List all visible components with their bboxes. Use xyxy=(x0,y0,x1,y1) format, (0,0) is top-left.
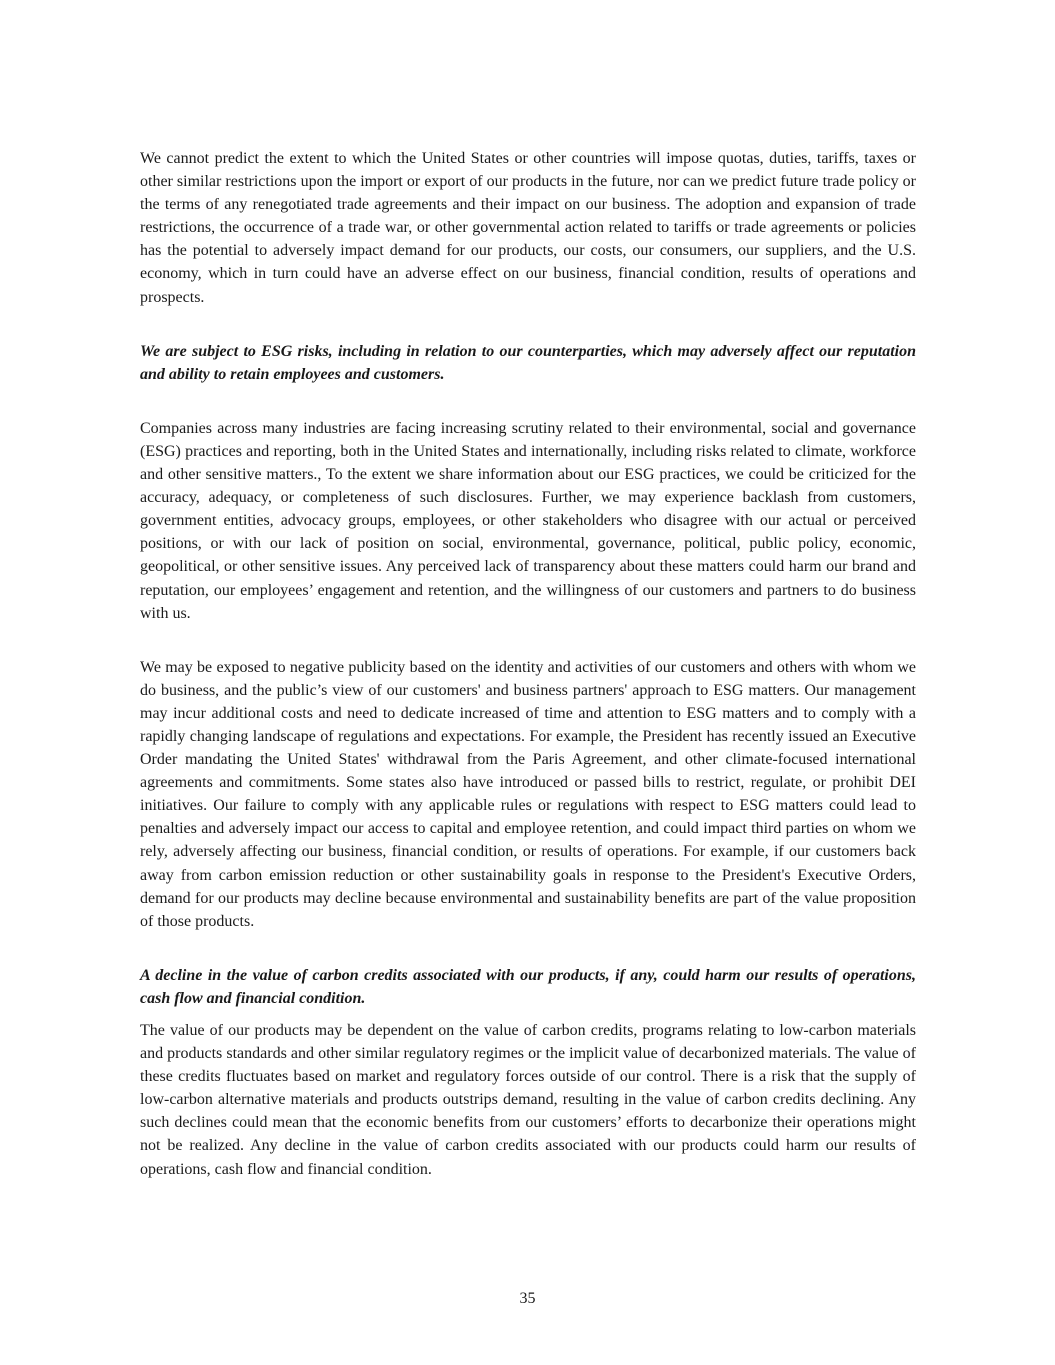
page-content xyxy=(140,147,916,1181)
carbon-credits-heading: A decline in the value of carbon credits associated with our products, if any, could harm our results of operations, cash flow and financial condition. xyxy=(140,966,916,1007)
page-number: 35 xyxy=(519,1290,536,1307)
esg-risks-heading: We are subject to ESG risks, including in relation to our counterparties, which may adversely affect our reputation and ability to retain employees and customers. xyxy=(140,342,916,383)
carbon-credits-paragraph: The value of our products may be dependent on the value of carbon credits, programs relating to low-carbon materials and products standards and other similar regulatory regimes or the implicit value of decarbonized materials. The value of these credits fluctuates based on market and regulatory forces outside of our control. There is a risk that the supply of low-carbon alternative materials and products outstrips demand, resulting in the value of carbon credits declining. Any such declines could mean that the economic benefits from our customers’ efforts to decarbonize their operations might not be realized. Any decline in the value of carbon credits associated with our products could harm our results of operations, cash flow and financial condition. xyxy=(140,1022,916,1178)
esg-scrutiny-paragraph: Companies across many industries are facing increasing scrutiny related to their environmental, social and governance (ESG) practices and reporting, both in the United States and internationally, including risks related to climate, workforce and other sensitive matters., To the extent we share information about our ESG practices, we could be criticized for the accuracy, adequacy, or completeness of such disclosures. Further, we may experience backlash from customers, government entities, advocacy groups, employees, or other stakeholders who disagree with our actual or perceived positions, or with our lack of position on social, environmental, governance, political, public policy, economic, geopolitical, or other sensitive issues. Any perceived lack of transparency about these matters could harm our brand and reputation, our employees’ engagement and retention, and the willingness of our customers and partners to do business with us. xyxy=(140,419,916,622)
trade-restrictions-paragraph: We cannot predict the extent to which the United States or other countries will impose quotas, duties, tariffs, taxes or other similar restrictions upon the import or export of our products in the future, nor can we predict future trade policy or the terms of any renegotiated trade agreements and their impact on our business. The adoption and expansion of trade restrictions, the occurrence of a trade war, or other governmental action related to tariffs or trade agreements or policies has the potential to adversely impact demand for our products, our costs, our consumers, our suppliers, and the U.S. economy, which in turn could have an adverse effect on our business, financial condition, results of operations and prospects. xyxy=(140,150,916,306)
negative-publicity-paragraph: We may be exposed to negative publicity based on the identity and activities of our customers and others with whom we do business, and the public’s view of our customers' and business partners' approach to ESG matters. Our management may incur additional costs and need to dedicate increased of time and attention to ESG matters and to comply with a rapidly changing landscape of regulations and expectations. For example, the President has recently issued an Executive Order mandating the United States' withdrawal from the Paris Agreement, and other climate-focused international agreements and commitments. Some states also have introduced or passed bills to restrict, regulate, or prohibit DEI initiatives. Our failure to comply with any applicable rules or regulations with respect to ESG matters could lead to penalties and adversely impact our access to capital and employee retention, and could impact third parties on whom we rely, adversely affecting our business, financial condition, or results of operations. For example, if our customers back away from carbon emission reduction or other sustainability goals in response to the President's Executive Orders, demand for our products may decline because environmental and sustainability benefits are part of the value proposition of those products. xyxy=(140,658,916,930)
